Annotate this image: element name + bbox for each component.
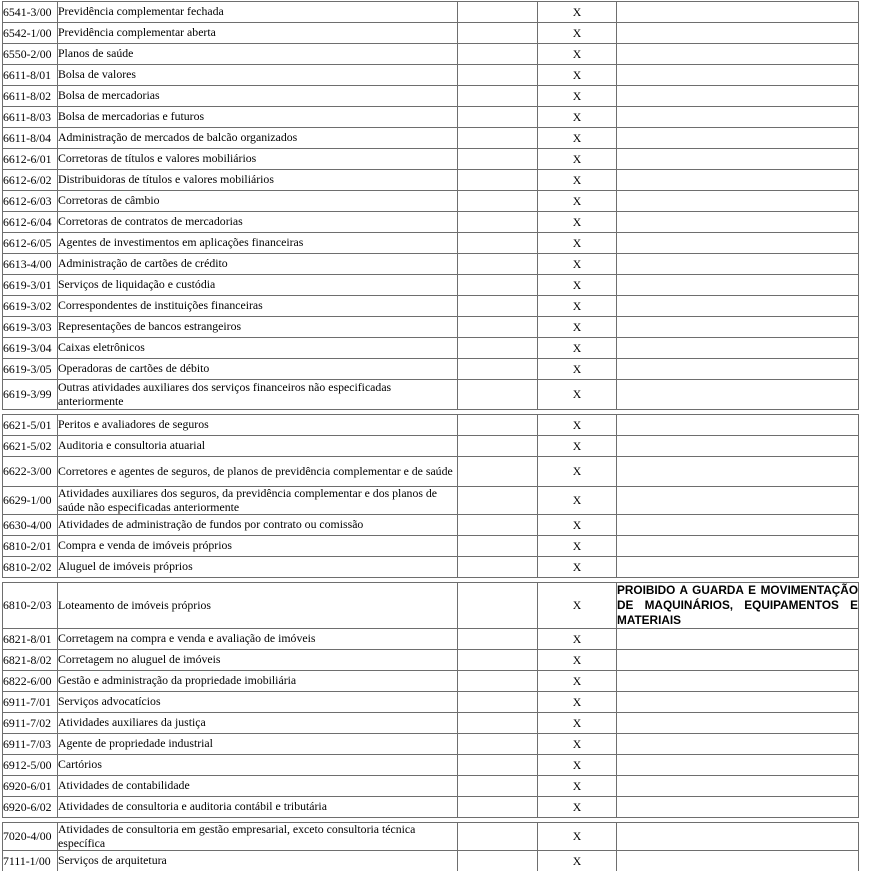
cnae-code-cell: 6619-3/03 [3, 317, 58, 338]
cnae-code-cell: 7111-1/00 [3, 851, 58, 872]
blank-cell [458, 65, 538, 86]
cnae-code-cell: 6619-3/02 [3, 296, 58, 317]
restriction-note-cell [617, 755, 859, 776]
table-row [3, 650, 859, 671]
table-row [3, 436, 859, 457]
table-row [3, 338, 859, 359]
activity-description-cell: Atividades de contabilidade [58, 776, 458, 797]
cnae-code-cell: 6621-5/01 [3, 415, 58, 436]
cnae-code-cell: 6612-6/01 [3, 149, 58, 170]
blank-cell [458, 713, 538, 734]
authorization-mark-cell: X [538, 23, 617, 44]
authorization-mark-cell: X [538, 415, 617, 436]
blank-cell [458, 380, 538, 410]
authorization-mark-cell: X [538, 107, 617, 128]
cnae-code-cell: 6911-7/01 [3, 692, 58, 713]
authorization-mark-cell: X [538, 487, 617, 515]
restriction-note-cell [617, 275, 859, 296]
authorization-mark-cell: X [538, 515, 617, 536]
cnae-code-cell: 6612-6/03 [3, 191, 58, 212]
table-row [3, 583, 859, 629]
table-row [3, 713, 859, 734]
authorization-mark-cell: X [538, 851, 617, 872]
blank-cell [458, 2, 538, 23]
cnae-code-cell: 6611-8/01 [3, 65, 58, 86]
blank-cell [458, 776, 538, 797]
blank-cell [458, 415, 538, 436]
restriction-note-cell [617, 128, 859, 149]
blank-cell [458, 457, 538, 487]
authorization-mark-cell: X [538, 128, 617, 149]
cnae-code-cell: 6619-3/01 [3, 275, 58, 296]
authorization-mark-cell: X [538, 713, 617, 734]
blank-cell [458, 296, 538, 317]
activity-description-cell: Corretoras de câmbio [58, 191, 458, 212]
restriction-note-cell [617, 380, 859, 410]
table-row [3, 557, 859, 578]
authorization-mark-cell: X [538, 191, 617, 212]
cnae-code-cell: 6612-6/04 [3, 212, 58, 233]
authorization-mark-cell: X [538, 776, 617, 797]
blank-cell [458, 128, 538, 149]
cnae-code-cell: 6821-8/02 [3, 650, 58, 671]
cnae-table-section-2 [2, 414, 859, 578]
cnae-code-cell: 6920-6/02 [3, 797, 58, 818]
blank-cell [458, 823, 538, 851]
cnae-code-cell: 6810-2/02 [3, 557, 58, 578]
table-row [3, 2, 859, 23]
table-row [3, 254, 859, 275]
authorization-mark-cell: X [538, 359, 617, 380]
cnae-code-cell: 6613-4/00 [3, 254, 58, 275]
activity-description-cell: Atividades auxiliares da justiça [58, 713, 458, 734]
table-row [3, 23, 859, 44]
authorization-mark-cell: X [538, 457, 617, 487]
blank-cell [458, 149, 538, 170]
table-row [3, 823, 859, 851]
blank-cell [458, 797, 538, 818]
restriction-note-cell [617, 671, 859, 692]
blank-cell [458, 755, 538, 776]
cnae-code-cell: 6630-4/00 [3, 515, 58, 536]
blank-cell [458, 436, 538, 457]
blank-cell [458, 317, 538, 338]
activity-description-cell: Serviços de liquidação e custódia [58, 275, 458, 296]
restriction-note-cell [617, 254, 859, 275]
blank-cell [458, 86, 538, 107]
cnae-code-cell: 6911-7/02 [3, 713, 58, 734]
table-row [3, 170, 859, 191]
activity-description-cell: Corretagem na compra e venda e avaliação de imóveis [58, 629, 458, 650]
blank-cell [458, 23, 538, 44]
restriction-note-cell [617, 457, 859, 487]
restriction-note-cell [617, 487, 859, 515]
cnae-code-cell: 6911-7/03 [3, 734, 58, 755]
restriction-note-cell [617, 734, 859, 755]
activity-description-cell: Agentes de investimentos em aplicações financeiras [58, 233, 458, 254]
authorization-mark-cell: X [538, 671, 617, 692]
activity-description-cell: Operadoras de cartões de débito [58, 359, 458, 380]
authorization-mark-cell: X [538, 692, 617, 713]
restriction-note-cell [617, 65, 859, 86]
activity-description-cell: Atividades de administração de fundos por contrato ou comissão [58, 515, 458, 536]
cnae-code-cell: 6920-6/01 [3, 776, 58, 797]
restriction-note-cell [617, 851, 859, 872]
authorization-mark-cell: X [538, 338, 617, 359]
cnae-code-cell: 6611-8/03 [3, 107, 58, 128]
activity-description-cell: Aluguel de imóveis próprios [58, 557, 458, 578]
authorization-mark-cell: X [538, 583, 617, 629]
authorization-mark-cell: X [538, 254, 617, 275]
restriction-note-cell [617, 2, 859, 23]
authorization-mark-cell: X [538, 650, 617, 671]
activity-description-cell: Peritos e avaliadores de seguros [58, 415, 458, 436]
activity-description-cell: Previdência complementar aberta [58, 23, 458, 44]
authorization-mark-cell: X [538, 797, 617, 818]
authorization-mark-cell: X [538, 317, 617, 338]
activity-description-cell: Planos de saúde [58, 44, 458, 65]
table-row [3, 457, 859, 487]
activity-description-cell: Administração de mercados de balcão organizados [58, 128, 458, 149]
cnae-code-cell: 6912-5/00 [3, 755, 58, 776]
activity-description-cell: Correspondentes de instituições financeiras [58, 296, 458, 317]
authorization-mark-cell: X [538, 65, 617, 86]
activity-description-cell: Gestão e administração da propriedade imobiliária [58, 671, 458, 692]
authorization-mark-cell: X [538, 823, 617, 851]
restriction-note-cell [617, 515, 859, 536]
table-row [3, 65, 859, 86]
restriction-note-cell [617, 296, 859, 317]
activity-description-cell: Caixas eletrônicos [58, 338, 458, 359]
cnae-code-cell: 6621-5/02 [3, 436, 58, 457]
restriction-note-cell [617, 629, 859, 650]
blank-cell [458, 557, 538, 578]
authorization-mark-cell: X [538, 755, 617, 776]
table-row [3, 275, 859, 296]
authorization-mark-cell: X [538, 734, 617, 755]
table-row [3, 380, 859, 410]
restriction-note-cell [617, 338, 859, 359]
cnae-table-section-1 [2, 1, 859, 410]
blank-cell [458, 212, 538, 233]
activity-description-cell: Corretoras de contratos de mercadorias [58, 212, 458, 233]
authorization-mark-cell: X [538, 149, 617, 170]
activity-description-cell: Agente de propriedade industrial [58, 734, 458, 755]
table-row [3, 487, 859, 515]
table-row [3, 212, 859, 233]
cnae-code-cell: 6622-3/00 [3, 457, 58, 487]
cnae-code-cell: 6541-3/00 [3, 2, 58, 23]
table-row [3, 233, 859, 254]
activity-description-cell: Corretores e agentes de seguros, de planos de previdência complementar e de saúde [58, 457, 458, 487]
cnae-code-cell: 6619-3/04 [3, 338, 58, 359]
activity-description-cell: Serviços advocatícios [58, 692, 458, 713]
cnae-code-cell: 6611-8/04 [3, 128, 58, 149]
table-row [3, 851, 859, 872]
table-row [3, 128, 859, 149]
restriction-note-cell [617, 107, 859, 128]
cnae-code-cell: 6822-6/00 [3, 671, 58, 692]
table-row [3, 515, 859, 536]
cnae-table-section-4 [2, 822, 859, 871]
restriction-note-cell [617, 191, 859, 212]
table-row [3, 415, 859, 436]
authorization-mark-cell: X [538, 2, 617, 23]
activity-description-cell: Corretagem no aluguel de imóveis [58, 650, 458, 671]
authorization-mark-cell: X [538, 86, 617, 107]
blank-cell [458, 650, 538, 671]
restriction-note-cell [617, 797, 859, 818]
activity-description-cell: Atividades de consultoria e auditoria contábil e tributária [58, 797, 458, 818]
authorization-mark-cell: X [538, 170, 617, 191]
restriction-note-cell [617, 170, 859, 191]
cnae-code-cell: 6619-3/99 [3, 380, 58, 410]
restriction-note-cell [617, 44, 859, 65]
activity-description-cell: Bolsa de mercadorias e futuros [58, 107, 458, 128]
restriction-note-cell [617, 436, 859, 457]
authorization-mark-cell: X [538, 536, 617, 557]
authorization-mark-cell: X [538, 275, 617, 296]
table-row [3, 797, 859, 818]
blank-cell [458, 515, 538, 536]
table-row [3, 86, 859, 107]
authorization-mark-cell: X [538, 629, 617, 650]
authorization-mark-cell: X [538, 44, 617, 65]
activity-description-cell: Administração de cartões de crédito [58, 254, 458, 275]
cnae-code-cell: 6542-1/00 [3, 23, 58, 44]
table-row [3, 776, 859, 797]
authorization-mark-cell: X [538, 233, 617, 254]
restriction-note-cell [617, 233, 859, 254]
blank-cell [458, 107, 538, 128]
restriction-note-cell [617, 713, 859, 734]
table-row [3, 629, 859, 650]
blank-cell [458, 487, 538, 515]
cnae-code-cell: 6810-2/03 [3, 583, 58, 629]
restriction-note-cell [617, 650, 859, 671]
blank-cell [458, 338, 538, 359]
activity-description-cell: Cartórios [58, 755, 458, 776]
restriction-note-cell [617, 212, 859, 233]
restriction-note-cell: PROIBIDO A GUARDA E MOVIMENTAÇÃO DE MAQUINÁRIOS, EQUIPAMENTOS E MATERIAIS [617, 583, 858, 627]
blank-cell [458, 275, 538, 296]
activity-description-cell: Outras atividades auxiliares dos serviços financeiros não especificadas anteriormente [58, 380, 458, 410]
cnae-code-cell: 6550-2/00 [3, 44, 58, 65]
blank-cell [458, 536, 538, 557]
cnae-code-cell: 7020-4/00 [3, 823, 58, 851]
restriction-note-cell [617, 317, 859, 338]
table-row [3, 755, 859, 776]
table-row [3, 734, 859, 755]
authorization-mark-cell: X [538, 557, 617, 578]
restriction-note-cell [617, 359, 859, 380]
cnae-code-cell: 6611-8/02 [3, 86, 58, 107]
blank-cell [458, 170, 538, 191]
activity-description-cell: Auditoria e consultoria atuarial [58, 436, 458, 457]
activity-description-cell: Atividades de consultoria em gestão empresarial, exceto consultoria técnica específica [58, 823, 458, 851]
blank-cell [458, 233, 538, 254]
blank-cell [458, 629, 538, 650]
table-row [3, 671, 859, 692]
restriction-note-cell [617, 776, 859, 797]
authorization-mark-cell: X [538, 380, 617, 410]
blank-cell [458, 359, 538, 380]
cnae-code-cell: 6619-3/05 [3, 359, 58, 380]
table-row [3, 317, 859, 338]
activity-description-cell: Bolsa de valores [58, 65, 458, 86]
activity-description-cell: Corretoras de títulos e valores mobiliários [58, 149, 458, 170]
table-row [3, 107, 859, 128]
activity-description-cell: Serviços de arquitetura [58, 851, 458, 872]
table-row [3, 359, 859, 380]
restriction-note-cell [617, 149, 859, 170]
blank-cell [458, 191, 538, 212]
restriction-note-cell [617, 23, 859, 44]
blank-cell [458, 44, 538, 65]
activity-description-cell: Bolsa de mercadorias [58, 86, 458, 107]
authorization-mark-cell: X [538, 296, 617, 317]
cnae-code-cell: 6821-8/01 [3, 629, 58, 650]
activity-description-cell: Atividades auxiliares dos seguros, da previdência complementar e dos planos de saúde não especificadas anteriormente [58, 487, 458, 515]
cnae-code-cell: 6629-1/00 [3, 487, 58, 515]
activity-description-cell: Compra e venda de imóveis próprios [58, 536, 458, 557]
restriction-note-cell [617, 692, 859, 713]
blank-cell [458, 851, 538, 872]
table-row [3, 536, 859, 557]
cnae-code-cell: 6810-2/01 [3, 536, 58, 557]
activity-description-cell: Distribuidoras de títulos e valores mobiliários [58, 170, 458, 191]
blank-cell [458, 692, 538, 713]
table-row [3, 149, 859, 170]
blank-cell [458, 254, 538, 275]
blank-cell [458, 734, 538, 755]
activity-description-cell: Loteamento de imóveis próprios [58, 583, 458, 629]
blank-cell [458, 583, 538, 629]
blank-cell [458, 671, 538, 692]
restriction-note-cell [617, 415, 859, 436]
cnae-table-section-3 [2, 582, 859, 818]
restriction-note-cell [617, 557, 859, 578]
authorization-mark-cell: X [538, 436, 617, 457]
authorization-mark-cell: X [538, 212, 617, 233]
table-row [3, 44, 859, 65]
restriction-note-cell [617, 536, 859, 557]
table-row [3, 692, 859, 713]
activity-description-cell: Previdência complementar fechada [58, 2, 458, 23]
restriction-note-cell [617, 86, 859, 107]
table-row [3, 191, 859, 212]
activity-description-cell: Representações de bancos estrangeiros [58, 317, 458, 338]
cnae-code-cell: 6612-6/05 [3, 233, 58, 254]
cnae-code-cell: 6612-6/02 [3, 170, 58, 191]
restriction-note-cell [617, 823, 859, 851]
table-row [3, 296, 859, 317]
